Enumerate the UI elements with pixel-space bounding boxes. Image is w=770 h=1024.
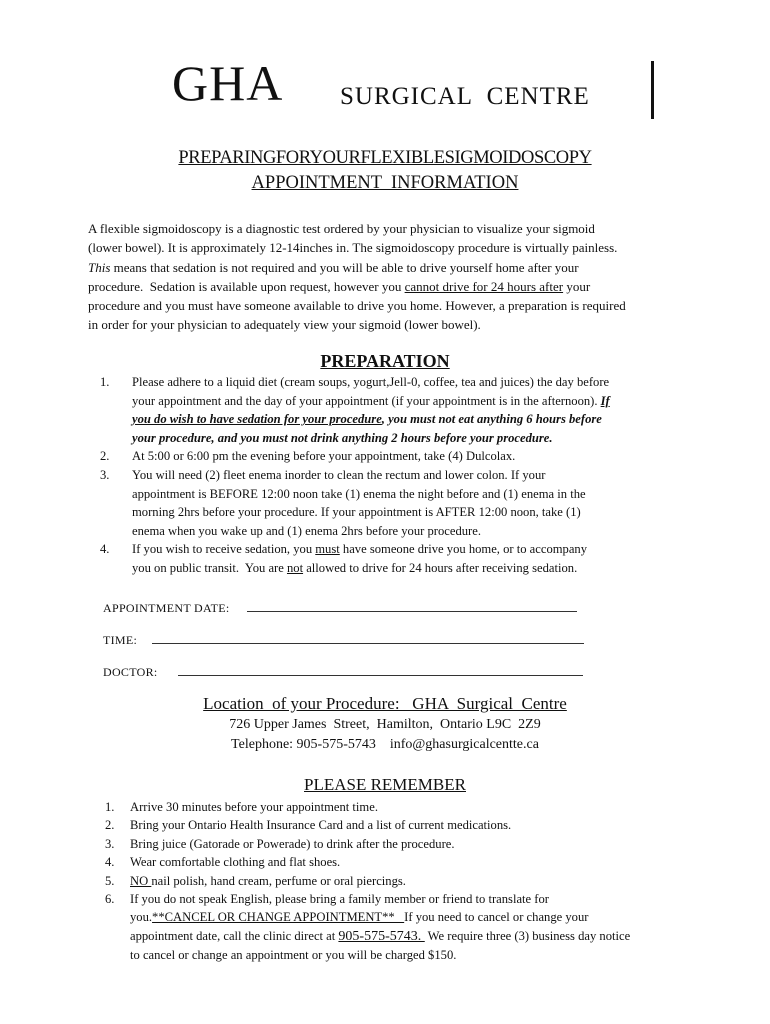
item-line: to cancel or change an appointment or you will be charged $150. [130, 948, 457, 963]
intro-text: your [563, 278, 591, 294]
item-text: your appointment and the day of your appointment (if your appointment is in the afternoon). [132, 393, 601, 408]
item-text: If you need to cancel or change your [404, 910, 589, 925]
intro-line: procedure and you must have someone available to drive you home. However, a preparation is required [88, 298, 626, 314]
item-text: nail polish, hand cream, perfume or oral piercings. [151, 873, 406, 888]
time-line[interactable] [152, 632, 584, 644]
item-line: morning 2hrs before your procedure. If your appointment is AFTER 12:00 noon, take (1) [132, 505, 581, 520]
logo-gha: GHA [172, 55, 284, 111]
appointment-date-field[interactable] [103, 600, 577, 616]
item-underlined: **CANCEL OR CHANGE APPOINTMENT** [152, 910, 405, 925]
time-field[interactable] [103, 632, 584, 648]
item-number: 1. [105, 800, 115, 814]
item-number: 4. [100, 542, 110, 557]
item-emphasis: your procedure, and you must not drink anything 2 hours before your procedure. [132, 430, 553, 445]
intro-line [88, 258, 688, 277]
item-text: you on public transit. You are [132, 560, 287, 575]
item-line [132, 392, 700, 411]
item-text: Bring juice (Gatorade or Powerade) to drink after the procedure. [130, 836, 455, 851]
item-text: Arrive 30 minutes before your appointment time. [130, 800, 378, 814]
doctor-label: DOCTOR: [103, 665, 158, 679]
location-address: 726 Upper James Street, Hamilton, Ontario L9C 2Z9 [229, 717, 541, 732]
time-label: TIME: [103, 633, 138, 647]
item-number: 5. [105, 873, 115, 888]
intro-text: means that sedation is not required and you will be able to drive yourself home after your [110, 259, 579, 275]
list-item [105, 872, 725, 890]
intro-italic: This [88, 259, 111, 275]
page-title-line2: APPOINTMENT INFORMATION [251, 173, 519, 193]
intro-paragraph [88, 219, 688, 335]
appointment-date-label: APPOINTMENT DATE: [103, 601, 230, 615]
logo-divider [651, 61, 654, 119]
clinic-phone-link[interactable]: 905-575-5743. [338, 928, 425, 944]
item-line [130, 927, 725, 946]
item-text: Wear comfortable clothing and flat shoes. [130, 855, 341, 870]
list-item [100, 373, 700, 447]
intro-line: (lower bowel). It is approximately 12-14inches in. The sigmoidoscopy procedure is virtually painless. [88, 240, 618, 256]
preparation-heading: PREPARATION [320, 351, 450, 371]
item-emphasis: you do wish to have sedation for your procedure [132, 412, 382, 427]
list-item [105, 890, 725, 965]
item-line: Please adhere to a liquid diet (cream soups, yogurt,Jell-0, coffee, tea and juices) the day before [132, 375, 610, 389]
item-underlined: must [315, 542, 340, 557]
item-number: 3. [105, 836, 115, 851]
item-line: If you do not speak English, please bring a family member or friend to translate for [130, 892, 549, 907]
item-text: If you wish to receive sedation, you [132, 542, 316, 557]
location-heading: Location of your Procedure: GHA Surgical Centre [203, 694, 567, 713]
item-number: 1. [100, 375, 110, 389]
remember-heading: PLEASE REMEMBER [304, 775, 466, 794]
doctor-field[interactable] [103, 664, 583, 680]
item-number: 3. [100, 467, 110, 482]
intro-underlined: cannot drive for 24 hours after [404, 278, 564, 294]
item-underlined: NO [130, 873, 152, 888]
item-text: appointment date, call the clinic direct at [130, 928, 339, 943]
intro-line: in order for your physician to adequately view your sigmoid (lower bowel). [88, 317, 481, 333]
item-text: Bring your Ontario Health Insurance Card and a list of current medications. [130, 818, 512, 833]
item-emphasis: , you must not eat anything 6 hours before [381, 412, 602, 427]
item-text: you. [130, 910, 153, 925]
item-underlined: not [286, 560, 304, 575]
list-item [100, 447, 700, 466]
list-item [100, 540, 700, 577]
item-line [132, 559, 700, 578]
preparation-list [100, 373, 700, 578]
page-title-line1: PREPARINGFORYOURFLEXIBLESIGMOIDOSCOPY [178, 148, 592, 168]
list-item [105, 853, 725, 871]
list-item [105, 816, 725, 834]
logo-surgical-centre: SURGICAL CENTRE [340, 83, 590, 110]
item-line: appointment is BEFORE 12:00 noon take (1) enema the night before and (1) enema in the [132, 486, 586, 501]
remember-list [105, 798, 725, 965]
item-number: 6. [105, 892, 115, 907]
list-item [100, 466, 700, 540]
item-line [130, 908, 725, 926]
intro-line: A flexible sigmoidoscopy is a diagnostic test ordered by your physician to visualize your sigmoid [88, 221, 595, 236]
item-line [132, 540, 700, 559]
item-number: 4. [105, 855, 115, 870]
item-number: 2. [105, 818, 115, 833]
appointment-date-line[interactable] [247, 600, 577, 612]
item-text: allowed to drive for 24 hours after receiving sedation. [303, 560, 578, 575]
intro-line [88, 277, 688, 296]
doctor-line[interactable] [178, 664, 583, 676]
item-line: At 5:00 or 6:00 pm the evening before your appointment, take (4) Dulcolax. [132, 449, 516, 464]
item-line: You will need (2) fleet enema inorder to clean the rectum and lower colon. If your [132, 467, 546, 482]
item-number: 2. [100, 449, 110, 464]
list-item [105, 835, 725, 853]
item-line [132, 410, 700, 429]
intro-text: procedure. Sedation is available upon request, however you [88, 278, 405, 294]
list-item [105, 798, 725, 816]
item-line: enema when you wake up and (1) enema 2hrs before your procedure. [132, 523, 481, 538]
item-emphasis: If [600, 393, 610, 408]
item-text: have someone drive you home, or to accompany [339, 542, 588, 557]
location-contact: Telephone: 905-575-5743 info@ghasurgicalcentte.ca [231, 737, 539, 752]
item-text: We require three (3) business day notice [424, 928, 631, 943]
